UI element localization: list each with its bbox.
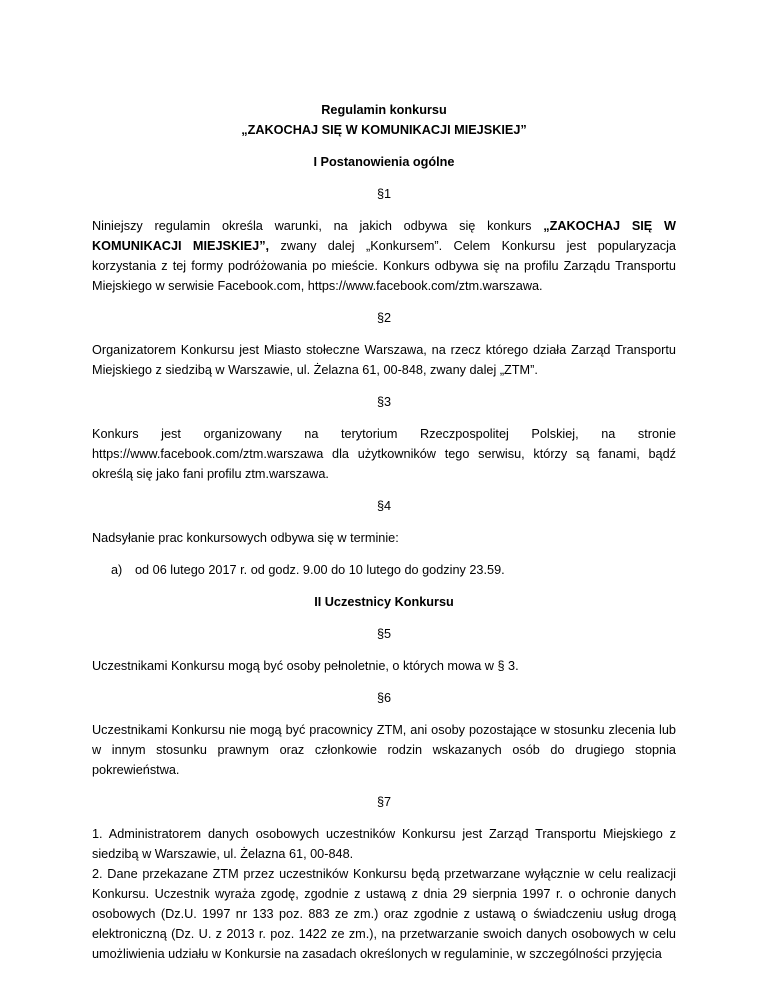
section1-heading: I Postanowienia ogólne <box>313 155 455 169</box>
paragraph-1-text <box>92 216 676 296</box>
paragraph-6-text: Uczestnikami Konkursu nie mogą być pracownicy ZTM, ani osoby pozostające w stosunku zlecenia lub w innym stosunku prawnym oraz członkowie rodzin wskazanych osób do drugiego stopnia pokrewieństwa. <box>92 723 676 777</box>
paragraph-1-text-a: Niniejszy regulamin określa warunki, na jakich odbywa się konkurs <box>92 219 544 233</box>
paragraph-2-text: Organizatorem Konkursu jest Miasto stołeczne Warszawa, na rzecz którego działa Zarząd Transportu Miejskiego z siedzibą w Warszawie, ul. Żelazna 61, 00-848, zwany dalej „ZTM”. <box>92 343 676 377</box>
paragraph-4-text: Nadsyłanie prac konkursowych odbywa się w terminie: <box>92 531 399 545</box>
paragraph-3-line1: Konkurs jest organizowany na terytorium Rzeczpospolitej Polskiej, na stronie <box>92 427 676 441</box>
section2-heading: II Uczestnicy Konkursu <box>314 595 454 609</box>
paragraph-mark-4: §4 <box>376 499 392 513</box>
contest-name-bold: „ZAKOCHAJ SIĘ W KOMUNIKACJI MIEJSKIEJ”, <box>92 219 676 253</box>
paragraph-7-point-1: 1. Administratorem danych osobowych uczestników Konkursu jest Zarząd Transportu Miejskiego z siedzibą w Warszawie, ul. Żelazna 61, 00-848. <box>92 827 676 861</box>
paragraph-mark-6: §6 <box>376 691 392 705</box>
paragraph-mark-1: §1 <box>376 187 392 201</box>
paragraph-3-text: https://www.facebook.com/ztm.warszawa dla użytkowników tego serwisu, którzy są fanami, bądź określą się jako fani profilu ztm.warszawa. <box>92 447 676 481</box>
list-item-marker: a) <box>111 563 123 577</box>
doc-title-line1: Regulamin konkursu <box>321 103 447 117</box>
paragraph-mark-7: §7 <box>376 795 392 809</box>
paragraph-mark-3: §3 <box>376 395 392 409</box>
paragraph-mark-5: §5 <box>376 627 392 641</box>
paragraph-1-text-b: zwany dalej „Konkursem”. Celem Konkursu jest popularyzacja korzystania z tej formy podróżowania po mieście. Konkurs odbywa się na profilu Zarządu Transportu Miejskiego w serwisie Facebook.com, https://www.facebook.com/ztm.warszawa. <box>92 239 676 293</box>
document-body <box>92 100 676 964</box>
doc-title-line2: „ZAKOCHAJ SIĘ W KOMUNIKACJI MIEJSKIEJ” <box>241 123 527 137</box>
list-item-text: od 06 lutego 2017 r. od godz. 9.00 do 10 lutego do godziny 23.59. <box>135 563 505 577</box>
list-item <box>92 560 676 580</box>
paragraph-7-point-2: 2. Dane przekazane ZTM przez uczestników Konkursu będą przetwarzane wyłącznie w celu realizacji Konkursu. Uczestnik wyraża zgodę, zgodnie z ustawą z dnia 29 sierpnia 1997 r. o ochronie danych osobowych (Dz.U. 1997 nr 133 poz. 883 ze zm.) oraz zgodnie z ustawą o świadczeniu usług drogą elektroniczną (Dz. U. z 2013 r. poz. 1422 ze zm.), na przetwarzanie swoich danych osobowych w celu umożliwienia udziału w Konkursie na zasadach określonych w regulaminie, w szczególności przyjęcia <box>92 867 676 961</box>
paragraph-5-text: Uczestnikami Konkursu mogą być osoby pełnoletnie, o których mowa w § 3. <box>92 659 519 673</box>
paragraph-mark-2: §2 <box>376 311 392 325</box>
